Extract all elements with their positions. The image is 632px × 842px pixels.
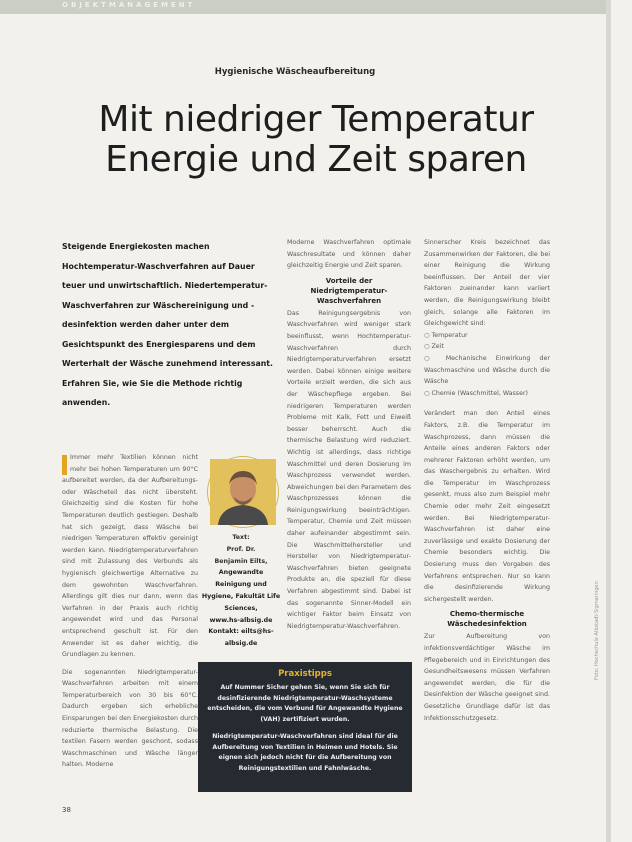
factor-list-item: ○ Mechanische Einwirkung der Waschmaschine und Wäsche durch die Wäsche <box>424 354 550 386</box>
author-role: Angewandte Reinigung und Hygiene, Fakultät Life Sciences, <box>201 569 281 612</box>
factor-list <box>424 330 550 400</box>
author-email: Kontakt: eilts@hs-albsig.de <box>208 628 274 648</box>
col3-paragraph-2: Verändert man den Anteil eines Faktors, z.B. die Temperatur im Waschprozess, dann müssen die Anteile eines anderen Faktors oder mehrerer Faktoren erhöht werden, um das Waschergebnis zu erhalten. Wird die Temperatur im Waschprozess gesenkt, muss also zum Beispiel mehr Chemie oder mehr Zeit eingesetzt werden. Bei Niedrigtemperatur-Waschverfahren ist daher eine zuverlässige und exakte Dosierung der Chemie besonders wichtig. Die Dosierung muss den Vorgaben des Verfahrens entsprechen. Nur so kann die desinfizierende Wirkung sichergestellt werden. <box>424 410 550 603</box>
article-kicker: Hygienische Wäscheaufbereitung <box>214 67 376 77</box>
col3-heading: Chemo-thermische Wäschedesinfektion <box>447 610 527 629</box>
factor-list-item: ○ Temperatur <box>424 331 468 339</box>
headline-line-1: Mit niedriger Temperatur <box>98 99 534 140</box>
author-website: www.hs-albsig.de <box>209 616 273 624</box>
section-label: OBJEKTMANAGEMENT <box>62 1 196 9</box>
col1-paragraph-1: Immer mehr Textilien können nicht mehr bei hohen Temperaturen um 90°C aufbereitet werden, da der Aufbereitungs- oder Wäscheteil das nicht übersteht. Gleichzeitig sind die Kosten für hohe Temperaturen deutlich gestiegen. Deshalb hat sich gezeigt, dass Wäsche bei niedrigen Temperaturen effektiv gereinigt werden kann. Niedrigtemperaturverfahren sind mit Zulassung des Verbunds als hygienisch gleichwertige Alternative zu dem gewohnten Waschverfahren. Allerdings gilt dies nur dann, wenn das Verfahren in der Praxis auch richtig angewendet wird und das Personal entsprechend geschult ist. Für den Anwender ist es daher wichtig, die Grundlagen zu kennen. <box>62 454 198 659</box>
praxistipps-paragraph-2: Niedrigtemperatur-Waschverfahren sind ideal für die Aufbereitung von Textilien in Heimen und Hotels. Sie eignen sich jedoch nicht für die Aufbereitung von Reinigungstextilien und Fahnlwäsche. <box>212 733 398 772</box>
col3-paragraph-3: Zur Aufbereitung von infektionsverdächtiger Wäsche im Pflegebereich und in Einrichtungen des Gesundheitswesens müssen Verfahren angewendet werden, die für die Desinfektion der Wäsche geeignet sind. Gesetzliche Grundlage dafür ist das Infektionsschutzgesetz. <box>424 633 550 722</box>
col2-paragraph-1: Moderne Waschverfahren optimale Waschresultate und können daher gleichzeitig Energie und Zeit sparen. <box>287 239 411 270</box>
photo-credit: Foto: Hochschule Albstadt-Sigmaringen <box>594 581 600 680</box>
praxistipps-title: Praxistipps <box>278 669 332 679</box>
author-name-2: Benjamin Eilts, <box>214 557 268 565</box>
col1-paragraph-2: Die sogenannten Niedrigtemperatur-Waschverfahren arbeiten mit einem Temperaturbereich von 30 bis 60°C. Dadurch ergeben sich erhebliche Einsparungen bei den Energiekosten durch reduzierte thermische Belastung. Die textilen Fasern werden geschont, sodass Waschmaschinen und Wäsche länger halten. Moderne <box>62 668 198 769</box>
col2-heading: Vorteile der Niedrigtemperatur-Waschverfahren <box>310 276 388 305</box>
article-headline <box>0 100 632 180</box>
praxistipps-paragraph-1: Auf Nummer Sicher gehen Sie, wenn Sie sich für desinfizierende Niedrigtemperatur-Waschsysteme entscheiden, die vom Verbund für Angewandte Hygiene (VAH) zertifiziert wurden. <box>207 684 403 723</box>
factor-list-item: ○ Chemie (Waschmittel, Wasser) <box>424 389 528 397</box>
col2-paragraph-2: Das Reinigungsergebnis von Waschverfahren wird weniger stark beeinflusst, wenn Hochtemperatur-Waschverfahren durch Niedrigtemperaturverfahren ersetzt werden. Dabei können einige weitere Vorteile erzielt werden, die sich aus der Wäschepflege ergeben. Bei niedrigeren Temperaturen werden Probleme mit Kalk, Fett und Eiweiß besser beherrscht. Auch die thermische Belastung wird reduziert. Wichtig ist allerdings, dass richtige Waschmittel und deren Dosierung im Waschprozess verwendet werden. Abweichungen bei den Parametern des Waschprozesses können die Reinigungswirkung beeinträchtigen. Temperatur, Chemie und Zeit müssen daher aufeinander abgestimmt sein. Die Waschmittelhersteller und Hersteller von Niedrigtemperatur-Waschverfahren bieten geeignete Produkte an, die speziell für diese Verfahren abgestimmt sind. Dabei ist das sogenannte Sinner-Modell ein wichtiger Faktor beim Einsatz von Niedrigtemperatur-Waschverfahren. <box>287 309 411 630</box>
praxistipps-box <box>198 662 412 792</box>
body-column-2 <box>287 237 411 657</box>
author-name-1: Prof. Dr. <box>226 545 256 553</box>
factor-list-item: ○ Zeit <box>424 343 444 351</box>
author-photo <box>208 457 278 527</box>
body-column-1 <box>62 452 198 800</box>
author-info <box>200 532 282 650</box>
dropcap-marker <box>62 455 67 475</box>
section-bar <box>0 0 611 14</box>
author-label: Text: <box>232 534 250 541</box>
body-column-3 <box>424 237 550 802</box>
headline-line-2: Energie und Zeit sparen <box>105 139 527 180</box>
page-number: 38 <box>62 806 71 814</box>
col3-paragraph-1: Sinnerscher Kreis bezeichnet das Zusammenwirken der Faktoren, die bei einer Reinigung die Wirkung beeinflussen. Der Anteil der vier Faktoren zueinander kann variiert werden, die Reinigungswirkung bleibt gleich, solange alle Faktoren im Gleichgewicht sind: <box>424 239 550 328</box>
lead-paragraph: Steigende Energiekosten machen Hochtemperatur-Waschverfahren auf Dauer teuer und unwirtschaftlich. Niedertemperatur-Waschverfahren zur Wäschereinigung und -desinfektion werden daher unter dem Gesichtspunkt des Energiesparens und dem Werterhalt der Wäsche zunehmend interessant. Erfahren Sie, wie Sie die Methode richtig anwenden. <box>62 242 273 407</box>
